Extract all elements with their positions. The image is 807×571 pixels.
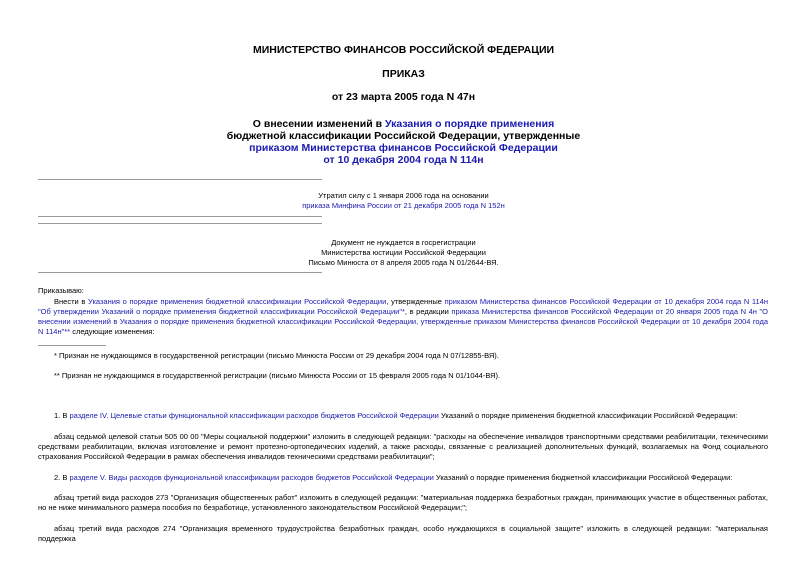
- item-2-text-2: абзац третий вида расходов 274 "Организация временного трудоустройства безработных граждан, особо нуждающихся в социальной защите" изложить в следующей редакции: "материальная поддержка: [38, 524, 768, 543]
- item-1-text: абзац седьмой целевой статьи 505 00 00 "Меры социальной поддержки" изложить в следующей редакции: "расходы на обеспечение инвалидов транспортными средствами реабилитации, техническими средствами реабилитации, включая изготовление и ремонт протезно-ортопедических изделий, а также расходы, связанные с реализацией дополнительных функций, возлагаемых на Фонд социального страхования Российской Федерации в рамках обеспечения инвалидов техническими средствами реабилитации";: [38, 432, 768, 461]
- text-fragment: 1. В: [54, 411, 70, 420]
- registration-line1: Документ не нуждается в госрегистрации: [331, 238, 476, 247]
- item-2-heading: [38, 473, 768, 483]
- separator-rule: [38, 216, 322, 217]
- item-2-text-1: абзац третий вида расходов 273 "Организация общественных работ" изложить в следующей редакции: "материальная поддержка безработных граждан, принимающих участие в общественных работах, но не ниже минимального размера пособия по безработице, установленного законодательством Российской Федерации;";: [38, 493, 768, 512]
- registration-line3: Письмо Минюста от 8 апреля 2005 года N 01/2644-ВЯ.: [308, 258, 499, 267]
- text-fragment: , в редакции: [404, 307, 452, 316]
- status-note-text: Утратил силу с 1 января 2006 года на основании: [318, 191, 489, 200]
- paragraph-amendments: [38, 297, 768, 337]
- text-fragment: Указаний о порядке применения бюджетной классификации Российской Федерации:: [438, 411, 738, 420]
- link-section-v[interactable]: разделе V. Виды расходов функциональной классификации расходов бюджетов Российской Федерации: [69, 473, 434, 482]
- order-date-number: от 23 марта 2005 года N 47н: [331, 91, 476, 103]
- footnote-rule: [38, 345, 106, 346]
- status-note-link[interactable]: приказа Минфина России от 21 декабря 2005 года N 152н: [302, 201, 505, 210]
- order-subject: [0, 118, 807, 166]
- order-title: ПРИКАЗ: [382, 68, 425, 80]
- footnote-2: ** Признан не нуждающимся в государственной регистрации (письмо Минюста России от 15 февраля 2005 года N 01/1044-ВЯ).: [54, 371, 501, 380]
- separator-rule: [38, 179, 322, 180]
- subject-prefix: О внесении изменений в: [252, 118, 385, 130]
- link-order-4n[interactable]: приказа Министерства финансов Российской Федерации от 20 января 2005 года N 4н "О внесении изменений в Указания о порядке применения бюджетной классификации Российской Федерации, утвержденные приказом Министерства финансов Российской Федерации от 10 декабря 2004 года N 114н"**: [38, 307, 768, 336]
- registration-note: [200, 238, 607, 268]
- link-guidelines[interactable]: Указания о порядке применения бюджетной классификации Российской Федерации: [88, 297, 387, 306]
- text-fragment: Указаний о порядке применения бюджетной классификации Российской Федерации:: [433, 473, 733, 482]
- item-1-heading: [38, 411, 768, 421]
- subject-link-order[interactable]: приказом Министерства финансов Российской Федерации: [249, 142, 558, 154]
- text-fragment: Внести в: [54, 297, 89, 306]
- text-fragment: 2. В: [54, 473, 70, 482]
- ministry-title: МИНИСТЕРСТВО ФИНАНСОВ РОССИЙСКОЙ ФЕДЕРАЦИИ: [252, 44, 555, 56]
- separator-rule: [38, 272, 322, 273]
- footnote-1: * Признан не нуждающимся в государственной регистрации (письмо Минюста России от 29 декабря 2004 года N 07/12855-ВЯ).: [54, 351, 499, 360]
- order-word: Приказываю:: [38, 286, 84, 295]
- text-fragment: , утвержденные: [386, 297, 445, 306]
- link-section-iv[interactable]: разделе IV. Целевые статьи функциональной классификации расходов бюджетов Российской Федерации: [69, 411, 439, 420]
- subject-link-order-date[interactable]: от 10 декабря 2004 года N 114н: [323, 154, 484, 166]
- link-order-114n[interactable]: приказом Министерства финансов Российской Федерации от 10 декабря 2004 года N 114н "Об утверждении Указаний о порядке применения бюджетной классификации Российской Федерации"*: [38, 297, 769, 316]
- status-note: [200, 191, 607, 211]
- subject-line2: бюджетной классификации Российской Федерации, утвержденные: [226, 130, 581, 142]
- registration-line2: Министерства юстиции Российской Федерации: [321, 248, 486, 257]
- separator-rule: [38, 223, 322, 224]
- subject-link-guidelines[interactable]: Указания о порядке применения: [384, 118, 555, 130]
- text-fragment: следующие изменения:: [70, 327, 155, 336]
